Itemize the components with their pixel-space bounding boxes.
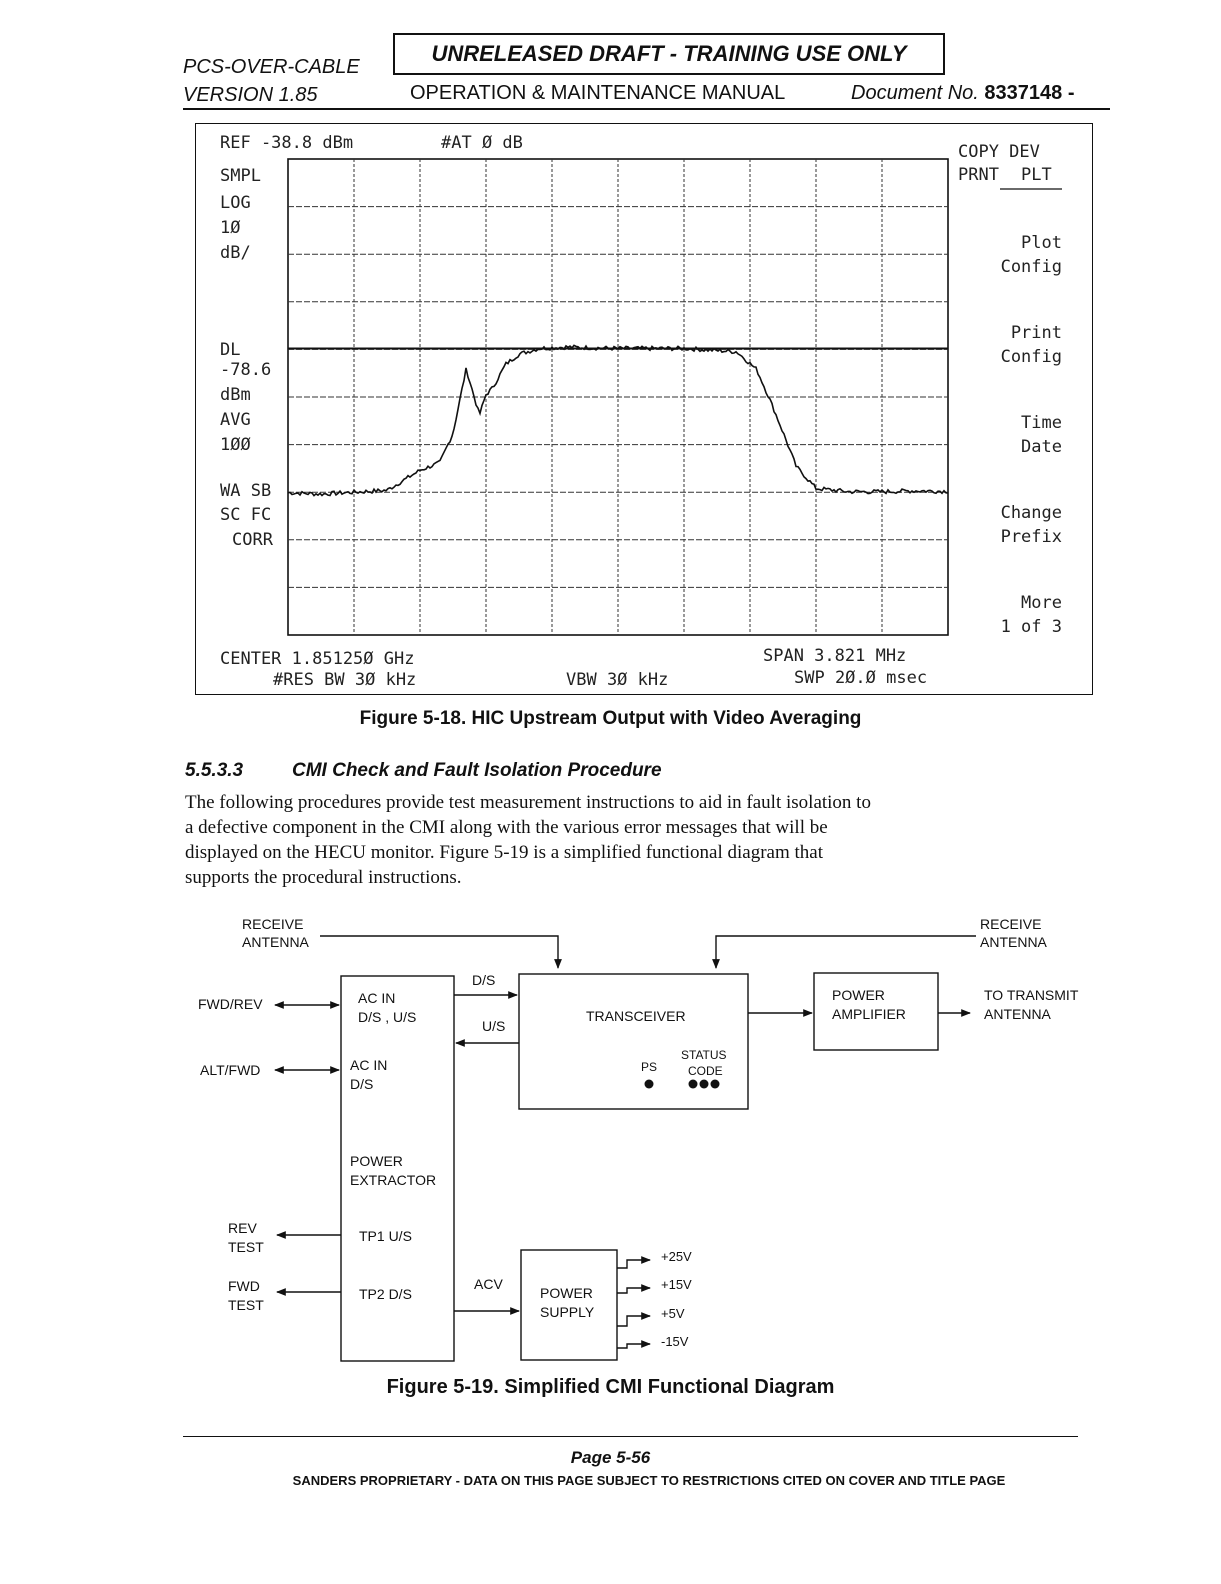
transceiver-label: TRANSCEIVER [586,1008,686,1024]
receive-right-2: ANTENNA [980,934,1047,950]
tp1-label: TP1 U/S [359,1228,412,1244]
softkey-prnt[interactable]: PRNT [958,165,999,185]
receive-left-2: ANTENNA [242,934,309,950]
softkey-prefix[interactable]: Prefix [1000,527,1062,547]
label-corr: CORR [232,530,273,550]
page-number: Page 5-56 [570,1448,651,1467]
draft-banner: UNRELEASED DRAFT - TRAINING USE ONLY [393,33,945,75]
rev-test-2: TEST [228,1239,264,1255]
softkey-time[interactable]: Time [1021,413,1062,433]
rev-test-1: REV [228,1220,257,1236]
ac-in-2-sub: D/S [350,1076,374,1092]
span: SPAN 3.821 MHz [763,646,907,666]
v5-arrow [617,1316,650,1326]
document-number-value: 8337148 - [984,82,1075,104]
power-extractor-2: EXTRACTOR [350,1172,437,1188]
label-db-div: dB/ [220,243,251,263]
softkey-date[interactable]: Date [1021,437,1062,457]
softkey-copy-dev[interactable]: COPY DEV [958,142,1040,162]
proprietary-notice: SANDERS PROPRIETARY - DATA ON THIS PAGE SUBJECT TO RESTRICTIONS CITED ON COVER AND TITLE PAGE [292,1473,1006,1488]
softkey-print-config[interactable]: Config [1000,347,1062,367]
footer-rule [183,1436,1078,1437]
sweep-time: SWP 2Ø.Ø msec [794,668,928,688]
body-line: displayed on the HECU monitor. Figure 5-19 is a simplified functional diagram that [185,842,823,863]
power-amp-1: POWER [832,987,885,1003]
figure-18-caption: Figure 5-18. HIC Upstream Output with Video Averaging [359,708,862,729]
version-label: VERSION 1.85 [183,84,318,106]
label-smpl: SMPL [220,166,261,186]
ps-label: PS [641,1060,658,1074]
us-label: U/S [482,1018,506,1034]
figure-19-caption: Figure 5-19. Simplified CMI Functional Diagram [386,1376,835,1398]
softkey-print[interactable]: Print [1010,323,1062,343]
label-dbm: dBm [220,385,251,405]
status-dot-2 [700,1080,709,1089]
ac-in-1: AC IN [358,990,396,1006]
alt-fwd-label: ALT/FWD [200,1062,261,1078]
status-dot-1 [689,1080,698,1089]
v25-arrow [617,1260,650,1268]
fwd-test-1: FWD [228,1278,260,1294]
to-transmit-2: ANTENNA [984,1006,1051,1022]
softkey-change[interactable]: Change [1000,503,1062,523]
voltage-25: +25V [661,1249,692,1264]
body-line: a defective component in the CMI along with the various error messages that will be [185,817,828,838]
power-supply-1: POWER [540,1285,593,1301]
receive-left-1: RECEIVE [242,916,304,932]
softkey-more[interactable]: More [1021,593,1062,613]
document-label: Document No. [851,82,979,104]
fwd-rev-label: FWD/REV [198,996,263,1012]
ac-in-1-sub: D/S , U/S [358,1009,417,1025]
ds-label: D/S [472,972,496,988]
softkey-plot-config[interactable]: Config [1000,257,1062,277]
status-label: STATUS [681,1048,727,1062]
label-dl-value: -78.6 [220,360,272,380]
section-number: 5.5.3.3 [185,760,244,781]
ref-level: REF -38.8 dBm [220,133,354,153]
softkey-plt[interactable]: PLT [1021,165,1052,185]
softkey-page-indicator: 1 of 3 [1000,617,1062,637]
fwd-test-2: TEST [228,1297,264,1313]
label-dl: DL [220,340,241,360]
label-avg: AVG [220,410,251,430]
attenuation: #AT Ø dB [441,133,523,153]
to-transmit-1: TO TRANSMIT [984,987,1079,1003]
power-supply-2: SUPPLY [540,1304,595,1320]
status-dot-3 [711,1080,720,1089]
label-scale: 1Ø [220,218,241,238]
power-extractor-1: POWER [350,1153,403,1169]
vneg15-arrow [617,1344,650,1348]
voltage-5: +5V [661,1306,685,1321]
softkey-plot[interactable]: Plot [1021,233,1062,253]
voltage-15: +15V [661,1277,692,1292]
label-log: LOG [220,193,251,213]
transceiver-box [519,974,748,1109]
power-amp-2: AMPLIFIER [832,1006,906,1022]
label-wa-sb: WA SB [220,481,272,501]
ps-indicator [645,1080,654,1089]
body-line: The following procedures provide test measurement instructions to aid in fault isolation to [185,792,871,813]
receive-left-line [320,936,558,968]
acv-label: ACV [474,1276,503,1292]
center-frequency: CENTER 1.85125Ø GHz [220,649,415,669]
video-bandwidth: VBW 3Ø kHz [566,670,669,690]
receive-right-1: RECEIVE [980,916,1042,932]
voltage-neg15: -15V [661,1334,689,1349]
body-line: supports the procedural instructions. [185,867,462,888]
resolution-bandwidth: #RES BW 3Ø kHz [273,670,417,690]
code-label: CODE [688,1064,723,1078]
product-name: PCS-OVER-CABLE [183,56,360,78]
label-avg-count: 1ØØ [220,435,251,455]
ac-in-2: AC IN [350,1057,388,1073]
receive-right-line [716,936,976,968]
v15-arrow [617,1288,650,1293]
tp2-label: TP2 D/S [359,1286,412,1302]
label-sc-fc: SC FC [220,505,272,525]
section-title: CMI Check and Fault Isolation Procedure [292,760,662,781]
manual-title: OPERATION & MAINTENANCE MANUAL [410,82,786,104]
